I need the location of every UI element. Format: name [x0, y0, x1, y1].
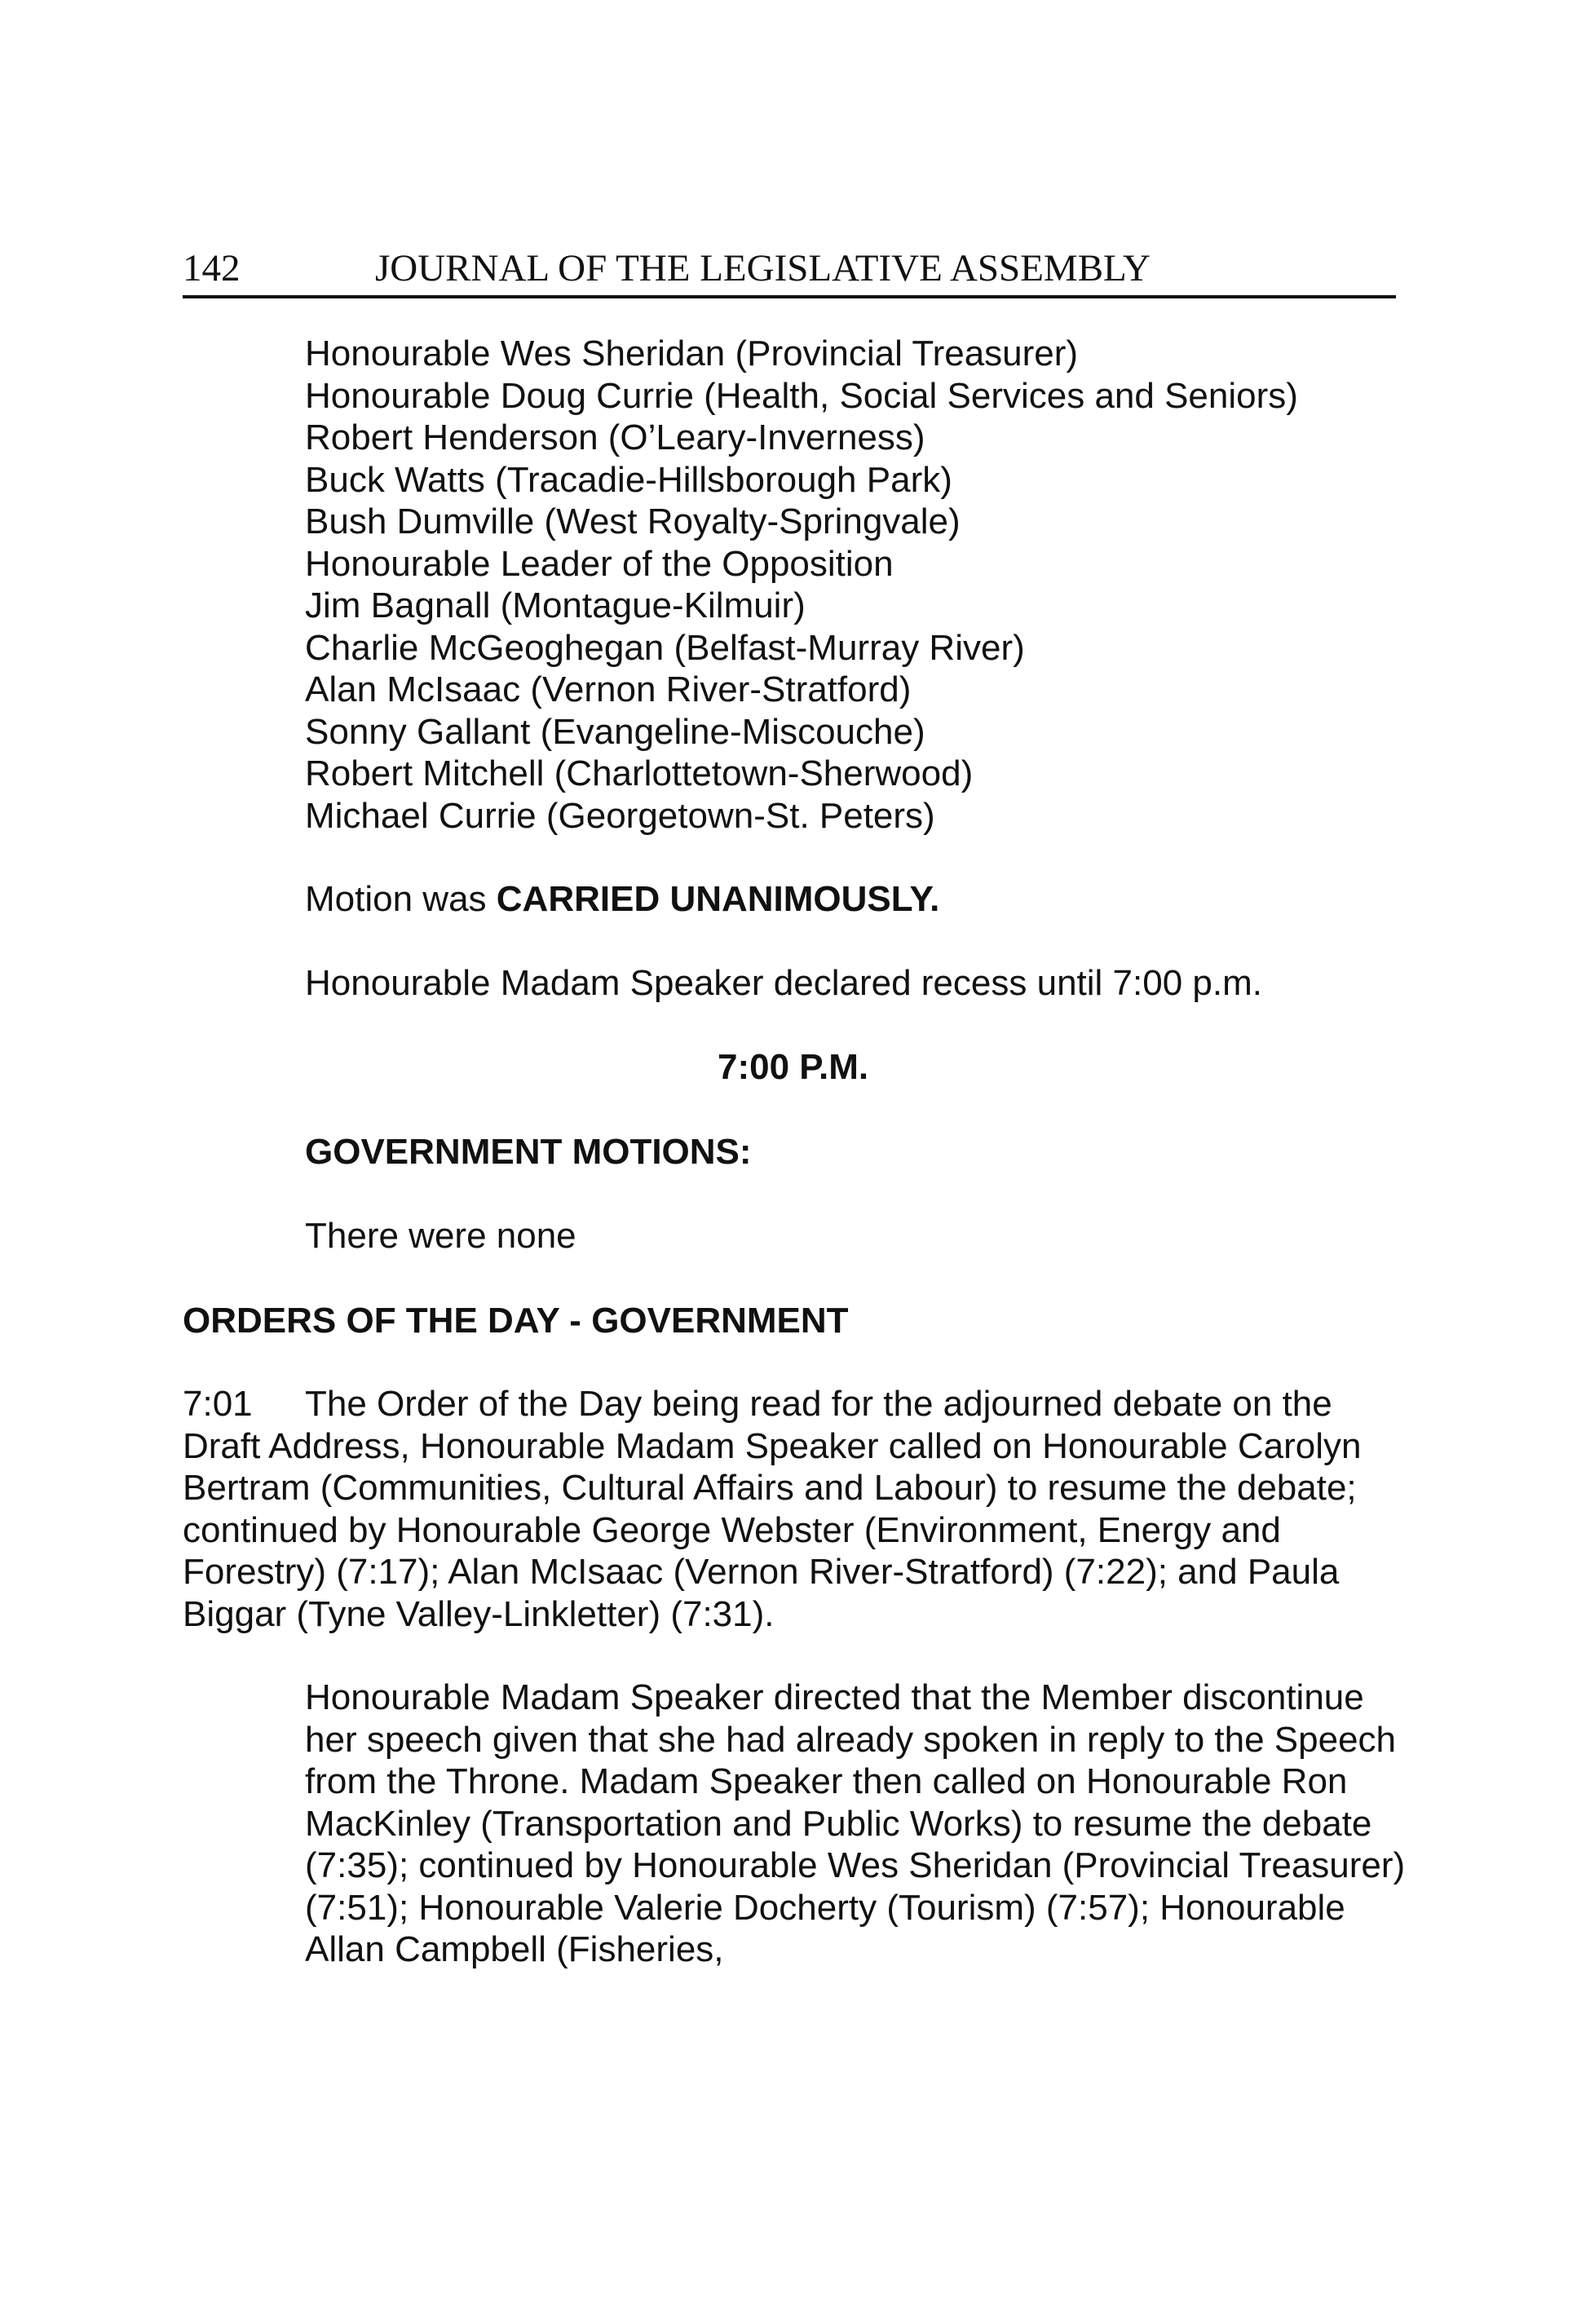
journal-content: [183, 333, 1406, 1971]
journal-title: JOURNAL OF THE LEGISLATIVE ASSEMBLY: [375, 247, 1151, 289]
member-list: [305, 333, 1406, 837]
debate-paragraph: [183, 1383, 1406, 1635]
motion-outcome: CARRIED UNANIMOUSLY.: [496, 879, 940, 919]
member-name: Michael Currie (Georgetown-St. Peters): [305, 795, 935, 836]
member-name: Buck Watts (Tracadie-Hillsborough Park): [305, 459, 952, 500]
orders-heading: ORDERS OF THE DAY - GOVERNMENT: [183, 1300, 849, 1341]
time-heading: 7:00 P.M.: [718, 1047, 869, 1087]
member-name: Bush Dumville (West Royalty-Springvale): [305, 501, 961, 541]
member-name: Sonny Gallant (Evangeline-Miscouche): [305, 711, 925, 752]
member-name: Robert Mitchell (Charlottetown-Sherwood): [305, 753, 974, 793]
member-name: Honourable Wes Sheridan (Provincial Treasurer): [305, 334, 1079, 373]
motion-prefix: Motion was: [305, 879, 497, 919]
member-name: Alan McIsaac (Vernon River-Stratford): [305, 669, 912, 709]
page-header: [183, 241, 1396, 298]
debate-text: The Order of the Day being read for the adjourned debate on the Draft Address, Honourable Madam Speaker called on Honourable Carolyn Bertram (Communities, Cultural Affairs and Labour) to resume the debate; continued by Honourable George Webster (Environment, Energy and Forestry) (7:17); Alan McIsaac (Vernon River-Stratford) (7:22); and Paula Biggar (Tyne Valley-Linkletter) (7:31).: [183, 1384, 1362, 1634]
recess-statement: Honourable Madam Speaker declared recess until 7:00 p.m.: [305, 962, 1262, 1003]
debate-time: 7:01: [183, 1384, 253, 1424]
motion-result: [305, 878, 1406, 921]
government-motions-heading: GOVERNMENT MOTIONS:: [305, 1131, 752, 1172]
member-name: Jim Bagnall (Montague-Kilmuir): [305, 585, 806, 625]
government-motions-text: There were none: [305, 1216, 576, 1256]
speech-paragraph: Honourable Madam Speaker directed that the Member discontinue her speech given that she had already spoken in reply to the Speech from the Throne. Madam Speaker then called on Honourable Ron MacKinley (Transportation and Public Works) to resume the debate (7:35); continued by Honourable Wes Sheridan (Provincial Treasurer) (7:51); Honourable Valerie Docherty (Tourism) (7:57); Honourable Allan Campbell (Fisheries,: [305, 1677, 1406, 1969]
member-name: Charlie McGeoghegan (Belfast-Murray River): [305, 627, 1025, 668]
page-number: 142: [183, 247, 241, 289]
member-name: Honourable Leader of the Opposition: [305, 543, 894, 584]
member-name: Honourable Doug Currie (Health, Social Services and Seniors): [305, 375, 1298, 416]
member-name: Robert Henderson (O’Leary-Inverness): [305, 418, 925, 457]
